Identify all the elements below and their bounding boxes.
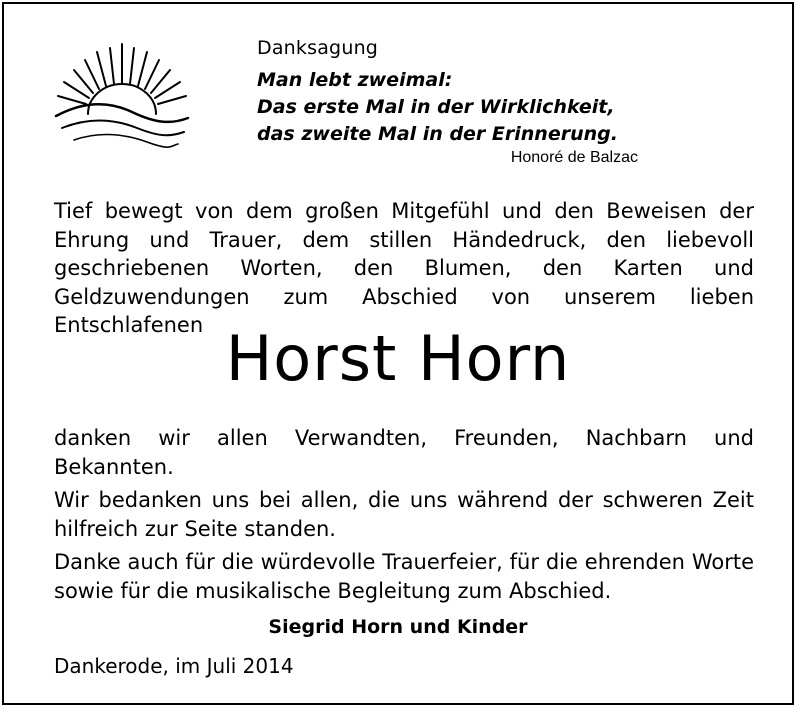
thanks-paragraph: Danke auch für die würdevolle Trauerfeier, für die ehrenden Worte sowie für die musikalische Begleitung zum Abschied. [54, 550, 754, 603]
thanks-paragraph: Wir bedanken uns bei allen, die uns während der schweren Zeit hilfreich zur Seite standen. [54, 488, 754, 541]
sunrise-icon [52, 32, 192, 152]
quote-line: das zweite Mal in der Erinnerung. [257, 123, 618, 145]
deceased-name: Horst Horn [225, 322, 571, 395]
quote-line: Man lebt zweimal: [257, 69, 453, 91]
obituary-card [2, 2, 794, 705]
intro-paragraph: Tief bewegt von dem großen Mitgefühl und den Beweisen der Ehrung und Trauer, dem stillen Händedruck, den liebevoll geschriebenen Worten, den Blumen, den Karten und Geldzuwendungen zum Abschied von unserem lieben Entschlafenen [54, 199, 754, 337]
quote-line: Das erste Mal in der Wirklichkeit, [257, 96, 615, 118]
thanks-body [54, 424, 754, 610]
thanks-paragraph: danken wir allen Verwandten, Freunden, Nachbarn und Bekannten. [54, 426, 754, 479]
heading-title: Danksagung [257, 37, 379, 59]
quote-block [257, 67, 647, 148]
place-date: Dankerode, im Juli 2014 [54, 654, 294, 678]
quote-author: Honoré de Balzac [510, 149, 638, 166]
signature: Siegrid Horn und Kinder [268, 616, 528, 638]
